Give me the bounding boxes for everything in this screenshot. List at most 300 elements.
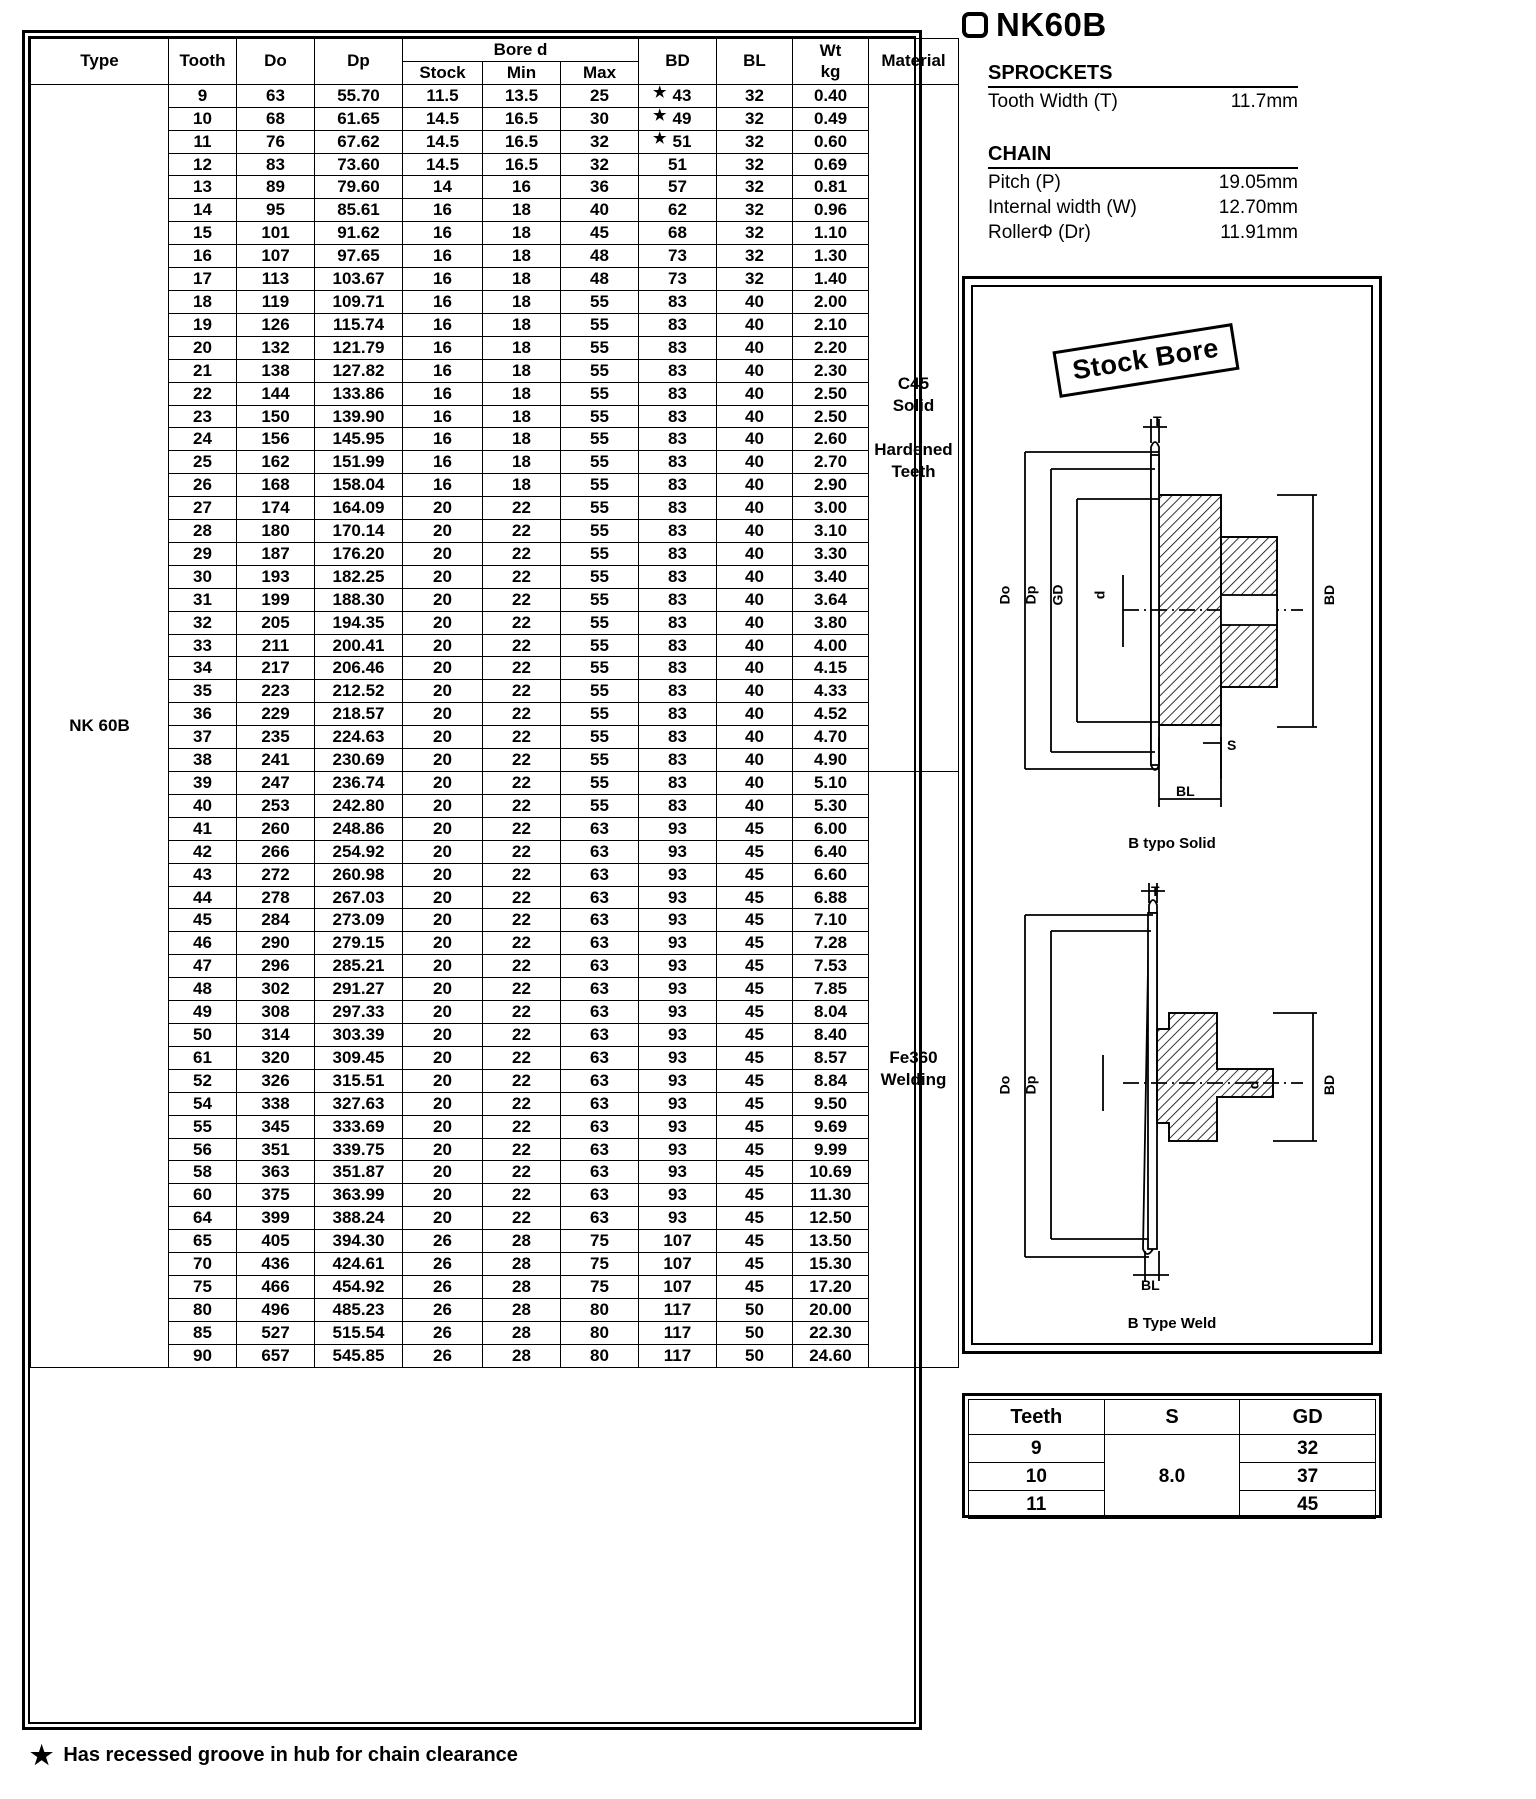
cell-dp: 91.62 (315, 222, 403, 245)
cell-bl: 45 (717, 863, 793, 886)
cell-wt: 2.70 (793, 451, 869, 474)
cell-max: 55 (561, 359, 639, 382)
cell-wt: 15.30 (793, 1253, 869, 1276)
cell-stock: 20 (403, 1046, 483, 1069)
cell-bd: 83 (639, 726, 717, 749)
cell-bd: 107 (639, 1275, 717, 1298)
cell-tooth: 54 (169, 1092, 237, 1115)
cell-stock: 16 (403, 359, 483, 382)
cell-bl: 40 (717, 405, 793, 428)
cell-bl: 45 (717, 1253, 793, 1276)
cell-wt: 0.69 (793, 153, 869, 176)
cell-bl: 40 (717, 336, 793, 359)
cell-do: 223 (237, 680, 315, 703)
spec-table-border (28, 36, 953, 1724)
cell-bd: 93 (639, 1161, 717, 1184)
cell-do: 132 (237, 336, 315, 359)
cell-bl: 32 (717, 222, 793, 245)
cell-wt: 0.49 (793, 107, 869, 130)
cell-do: 290 (237, 932, 315, 955)
cell-dp: 297.33 (315, 1001, 403, 1024)
header-do: Do (237, 39, 315, 85)
sgd-header-row (969, 1400, 1376, 1435)
cell-dp: 212.52 (315, 680, 403, 703)
table-row (31, 955, 959, 978)
cell-dp: 260.98 (315, 863, 403, 886)
cell-do: 436 (237, 1253, 315, 1276)
star-icon: ★ (653, 130, 667, 147)
table-row (31, 817, 959, 840)
cell-dp: 485.23 (315, 1298, 403, 1321)
cell-bl: 45 (717, 1275, 793, 1298)
cell-bl: 45 (717, 978, 793, 1001)
internal-width-value: 12.70mm (1218, 197, 1298, 218)
page-title-text: NK60B (996, 6, 1107, 43)
cell-stock: 16 (403, 405, 483, 428)
cell-wt: 9.69 (793, 1115, 869, 1138)
cell-tooth: 34 (169, 657, 237, 680)
cell-tooth: 50 (169, 1023, 237, 1046)
label-d-bottom: d (1245, 1080, 1262, 1090)
table-row (31, 542, 959, 565)
cell-max: 63 (561, 955, 639, 978)
footnote-text: Has recessed groove in hub for chain clearance (63, 1743, 518, 1766)
header-stock: Stock (403, 61, 483, 84)
cell-tooth: 55 (169, 1115, 237, 1138)
cell-wt: 3.00 (793, 497, 869, 520)
cell-bl: 32 (717, 153, 793, 176)
cell-max: 75 (561, 1275, 639, 1298)
cell-min: 18 (483, 451, 561, 474)
cell-bl: 32 (717, 130, 793, 153)
cell-do: 314 (237, 1023, 315, 1046)
cell-do: 205 (237, 611, 315, 634)
cell-tooth: 25 (169, 451, 237, 474)
cell-bl: 50 (717, 1298, 793, 1321)
cell-wt: 1.30 (793, 245, 869, 268)
cell-stock: 20 (403, 1138, 483, 1161)
cell-max: 63 (561, 932, 639, 955)
cell-bl: 45 (717, 1001, 793, 1024)
cell-wt: 7.85 (793, 978, 869, 1001)
cell-tooth: 30 (169, 565, 237, 588)
cell-wt: 8.57 (793, 1046, 869, 1069)
cell-do: 247 (237, 772, 315, 795)
cell-bl: 40 (717, 588, 793, 611)
cell-tooth: 64 (169, 1207, 237, 1230)
table-row (31, 1184, 959, 1207)
cell-tooth: 44 (169, 886, 237, 909)
sgd-s-value: 8.0 (1104, 1435, 1240, 1519)
table-row (31, 268, 959, 291)
cell-do: 345 (237, 1115, 315, 1138)
cell-min: 16 (483, 176, 561, 199)
cell-dp: 424.61 (315, 1253, 403, 1276)
cell-do: 174 (237, 497, 315, 520)
cell-stock: 16 (403, 290, 483, 313)
cell-tooth: 16 (169, 245, 237, 268)
cell-dp: 515.54 (315, 1321, 403, 1344)
cell-tooth: 23 (169, 405, 237, 428)
cell-max: 63 (561, 1115, 639, 1138)
cell-stock: 14.5 (403, 153, 483, 176)
header-min: Min (483, 61, 561, 84)
spec-row-pitch (988, 172, 1298, 194)
cell-dp: 339.75 (315, 1138, 403, 1161)
cell-bl: 45 (717, 909, 793, 932)
cell-tooth: 38 (169, 749, 237, 772)
cell-max: 63 (561, 863, 639, 886)
cell-dp: 206.46 (315, 657, 403, 680)
cell-tooth: 47 (169, 955, 237, 978)
cell-min: 18 (483, 428, 561, 451)
cell-min: 18 (483, 336, 561, 359)
cell-max: 63 (561, 909, 639, 932)
cell-wt: 2.60 (793, 428, 869, 451)
cell-wt: 6.88 (793, 886, 869, 909)
cell-max: 55 (561, 794, 639, 817)
cell-max: 63 (561, 1207, 639, 1230)
spec-row-roller (988, 222, 1298, 244)
table-body (31, 84, 959, 1367)
cell-do: 180 (237, 520, 315, 543)
cell-min: 18 (483, 359, 561, 382)
table-header (31, 39, 959, 85)
cell-max: 55 (561, 290, 639, 313)
sgd-header-gd: GD (1240, 1400, 1376, 1435)
sgd-header (969, 1400, 1376, 1435)
cell-min: 18 (483, 199, 561, 222)
cell-max: 63 (561, 1069, 639, 1092)
label-gd-top: GD (1049, 584, 1066, 606)
cell-do: 63 (237, 84, 315, 107)
cell-stock: 20 (403, 840, 483, 863)
cell-do: 95 (237, 199, 315, 222)
cell-bl: 40 (717, 703, 793, 726)
cell-wt: 8.40 (793, 1023, 869, 1046)
star-icon: ★ (30, 1740, 54, 1770)
sprockets-heading: SPROCKETS (988, 62, 1298, 88)
cell-dp: 363.99 (315, 1184, 403, 1207)
cell-max: 55 (561, 588, 639, 611)
cell-tooth: 65 (169, 1230, 237, 1253)
cell-max: 63 (561, 1092, 639, 1115)
table-row (31, 520, 959, 543)
cell-bl: 45 (717, 886, 793, 909)
cell-max: 55 (561, 405, 639, 428)
cell-max: 63 (561, 1001, 639, 1024)
cell-min: 22 (483, 749, 561, 772)
cell-stock: 20 (403, 611, 483, 634)
cell-wt: 1.10 (793, 222, 869, 245)
table-row (31, 474, 959, 497)
cell-bd: 83 (639, 542, 717, 565)
cell-dp: 85.61 (315, 199, 403, 222)
cell-wt: 13.50 (793, 1230, 869, 1253)
table-row (31, 726, 959, 749)
cell-bl: 45 (717, 840, 793, 863)
table-row (31, 336, 959, 359)
cell-stock: 20 (403, 863, 483, 886)
cell-do: 144 (237, 382, 315, 405)
cell-min: 13.5 (483, 84, 561, 107)
cell-stock: 26 (403, 1344, 483, 1367)
cell-wt: 2.90 (793, 474, 869, 497)
table-row (31, 1344, 959, 1367)
cell-bl: 32 (717, 268, 793, 291)
cell-bl: 40 (717, 542, 793, 565)
cell-stock: 16 (403, 245, 483, 268)
cell-do: 187 (237, 542, 315, 565)
teeth-s-gd-panel (962, 1393, 1382, 1518)
cell-dp: 73.60 (315, 153, 403, 176)
cell-dp: 97.65 (315, 245, 403, 268)
sgd-header-teeth: Teeth (969, 1400, 1105, 1435)
cell-bd: 83 (639, 588, 717, 611)
cell-max: 63 (561, 840, 639, 863)
cell-min: 18 (483, 313, 561, 336)
cell-max: 63 (561, 1161, 639, 1184)
cell-min: 22 (483, 520, 561, 543)
cell-tooth: 41 (169, 817, 237, 840)
cell-type: NK 60B (31, 84, 169, 1367)
cell-min: 22 (483, 932, 561, 955)
table-row (31, 840, 959, 863)
cell-stock: 20 (403, 1092, 483, 1115)
cell-bd: 93 (639, 1138, 717, 1161)
cell-min: 16.5 (483, 153, 561, 176)
cell-bl: 40 (717, 794, 793, 817)
cell-wt: 9.50 (793, 1092, 869, 1115)
cell-bl: 40 (717, 451, 793, 474)
cell-bd: ★ 49 (639, 107, 717, 130)
cell-wt: 10.69 (793, 1161, 869, 1184)
sprockets-spec-block (988, 62, 1298, 113)
table-row (31, 313, 959, 336)
cell-bd: 93 (639, 955, 717, 978)
cell-tooth: 80 (169, 1298, 237, 1321)
cell-stock: 20 (403, 588, 483, 611)
cell-wt: 6.00 (793, 817, 869, 840)
drawing-panel (962, 276, 1382, 1354)
caption-b-type-solid: B typo Solid (1128, 835, 1216, 852)
cell-min: 22 (483, 634, 561, 657)
cell-do: 284 (237, 909, 315, 932)
table-row (31, 657, 959, 680)
cell-bd: 83 (639, 611, 717, 634)
cell-dp: 388.24 (315, 1207, 403, 1230)
label-bl-bottom: BL (1141, 1277, 1160, 1293)
cell-dp: 224.63 (315, 726, 403, 749)
cell-max: 80 (561, 1298, 639, 1321)
cell-max: 63 (561, 1046, 639, 1069)
cell-dp: 303.39 (315, 1023, 403, 1046)
cell-do: 272 (237, 863, 315, 886)
cell-min: 22 (483, 565, 561, 588)
cell-dp: 79.60 (315, 176, 403, 199)
star-icon: ★ (653, 84, 667, 101)
cell-wt: 2.20 (793, 336, 869, 359)
cell-tooth: 35 (169, 680, 237, 703)
cell-dp: 267.03 (315, 886, 403, 909)
cell-do: 83 (237, 153, 315, 176)
cell-min: 22 (483, 1001, 561, 1024)
cell-bd: 93 (639, 1046, 717, 1069)
cell-max: 75 (561, 1230, 639, 1253)
cell-dp: 218.57 (315, 703, 403, 726)
cell-dp: 194.35 (315, 611, 403, 634)
cell-bl: 32 (717, 199, 793, 222)
cell-stock: 20 (403, 1115, 483, 1138)
cell-min: 22 (483, 703, 561, 726)
cell-bl: 40 (717, 565, 793, 588)
cell-tooth: 58 (169, 1161, 237, 1184)
pitch-label: Pitch (P) (988, 172, 1061, 193)
cell-do: 156 (237, 428, 315, 451)
cell-tooth: 13 (169, 176, 237, 199)
cell-bd: 107 (639, 1253, 717, 1276)
table-row (31, 1275, 959, 1298)
cell-bd: 93 (639, 1115, 717, 1138)
cell-max: 55 (561, 520, 639, 543)
cell-max: 40 (561, 199, 639, 222)
cell-wt: 0.96 (793, 199, 869, 222)
table-row (31, 772, 959, 795)
chain-spec-block (988, 143, 1298, 244)
cell-min: 16.5 (483, 130, 561, 153)
cell-tooth: 75 (169, 1275, 237, 1298)
cell-wt: 4.15 (793, 657, 869, 680)
cell-dp: 188.30 (315, 588, 403, 611)
cell-dp: 248.86 (315, 817, 403, 840)
table-row (31, 428, 959, 451)
cell-bd: 93 (639, 1023, 717, 1046)
cell-do: 211 (237, 634, 315, 657)
cell-do: 466 (237, 1275, 315, 1298)
cell-max: 32 (561, 130, 639, 153)
cell-do: 217 (237, 657, 315, 680)
cell-bd: 93 (639, 1184, 717, 1207)
cell-max: 63 (561, 886, 639, 909)
sgd-gd: 45 (1240, 1491, 1376, 1519)
chain-heading: CHAIN (988, 143, 1298, 169)
cell-stock: 20 (403, 817, 483, 840)
cell-wt: 1.40 (793, 268, 869, 291)
cell-tooth: 29 (169, 542, 237, 565)
cell-min: 22 (483, 886, 561, 909)
cell-min: 22 (483, 497, 561, 520)
header-wt-line2: kg (820, 62, 841, 82)
cell-bd: 83 (639, 474, 717, 497)
cell-dp: 158.04 (315, 474, 403, 497)
table-row (31, 497, 959, 520)
cell-do: 68 (237, 107, 315, 130)
cell-tooth: 31 (169, 588, 237, 611)
cell-dp: 273.09 (315, 909, 403, 932)
cell-max: 25 (561, 84, 639, 107)
b-type-solid-drawing (973, 407, 1379, 837)
cell-wt: 2.50 (793, 405, 869, 428)
table-row (31, 1046, 959, 1069)
cell-stock: 20 (403, 932, 483, 955)
right-panel (952, 0, 1512, 1799)
cell-dp: 121.79 (315, 336, 403, 359)
cell-bd: 83 (639, 382, 717, 405)
cell-wt: 11.30 (793, 1184, 869, 1207)
cell-tooth: 20 (169, 336, 237, 359)
cell-wt: 7.10 (793, 909, 869, 932)
cell-wt: 4.33 (793, 680, 869, 703)
table-row (31, 290, 959, 313)
teeth-s-gd-table (968, 1399, 1376, 1519)
cell-bd: 93 (639, 1069, 717, 1092)
sgd-row (969, 1435, 1376, 1463)
cell-bd: 73 (639, 245, 717, 268)
cell-max: 55 (561, 497, 639, 520)
cell-max: 48 (561, 245, 639, 268)
cell-bl: 32 (717, 245, 793, 268)
cell-min: 22 (483, 909, 561, 932)
cell-do: 399 (237, 1207, 315, 1230)
table-row (31, 1138, 959, 1161)
cell-min: 22 (483, 817, 561, 840)
cell-dp: 176.20 (315, 542, 403, 565)
cell-bl: 40 (717, 474, 793, 497)
cell-stock: 26 (403, 1275, 483, 1298)
cell-max: 55 (561, 336, 639, 359)
cell-wt: 5.10 (793, 772, 869, 795)
cell-min: 22 (483, 1138, 561, 1161)
cell-bd: 83 (639, 703, 717, 726)
cell-tooth: 45 (169, 909, 237, 932)
cell-max: 55 (561, 565, 639, 588)
cell-bd: 83 (639, 290, 717, 313)
cell-do: 375 (237, 1184, 315, 1207)
table-row (31, 1069, 959, 1092)
table-row (31, 405, 959, 428)
label-bd-top: BD (1321, 584, 1338, 606)
cell-wt: 4.90 (793, 749, 869, 772)
cell-max: 55 (561, 680, 639, 703)
label-dp-top: Dp (1022, 585, 1039, 605)
cell-bd: 83 (639, 405, 717, 428)
cell-stock: 26 (403, 1298, 483, 1321)
cell-stock: 20 (403, 1023, 483, 1046)
cell-bl: 45 (717, 955, 793, 978)
sgd-teeth: 10 (969, 1463, 1105, 1491)
cell-min: 18 (483, 290, 561, 313)
header-wt (793, 39, 869, 85)
cell-do: 405 (237, 1230, 315, 1253)
cell-min: 28 (483, 1298, 561, 1321)
cell-max: 55 (561, 382, 639, 405)
cell-tooth: 56 (169, 1138, 237, 1161)
table-row (31, 611, 959, 634)
table-row (31, 1298, 959, 1321)
cell-wt: 3.80 (793, 611, 869, 634)
label-do-bottom: Do (996, 1075, 1013, 1095)
cell-stock: 20 (403, 565, 483, 588)
cell-stock: 16 (403, 428, 483, 451)
cell-max: 80 (561, 1321, 639, 1344)
cell-tooth: 24 (169, 428, 237, 451)
cell-dp: 309.45 (315, 1046, 403, 1069)
cell-min: 16.5 (483, 107, 561, 130)
cell-min: 22 (483, 978, 561, 1001)
cell-min: 22 (483, 1046, 561, 1069)
cell-stock: 16 (403, 382, 483, 405)
cell-dp: 236.74 (315, 772, 403, 795)
